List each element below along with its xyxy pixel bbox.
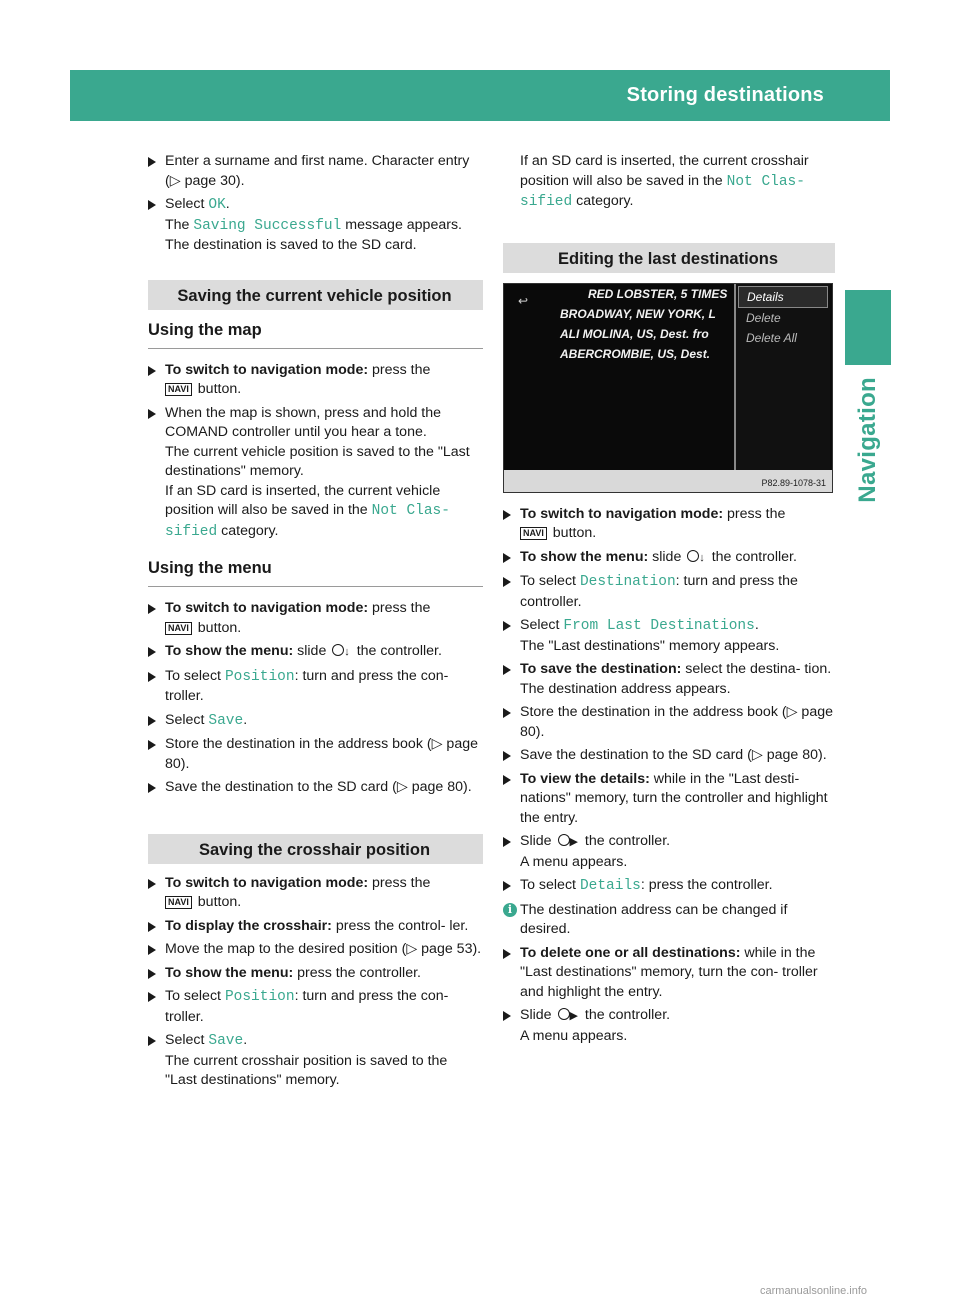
- navi-button-icon: NAVI: [165, 896, 192, 909]
- page-number: 81: [920, 84, 943, 106]
- step-r-delete: To delete one or all destinations: while in the "Last destinations" memory, turn the con- troller and highlight the entry.: [503, 944, 835, 1003]
- step-cross-select-save: Select Save. The current crosshair position is saved to the "Last destinations" memory.: [148, 1031, 483, 1091]
- step-arrow-icon: [503, 949, 511, 959]
- list-item: RED LOBSTER, 5 TIMES: [588, 286, 728, 301]
- navi-button-icon: NAVI: [165, 383, 192, 396]
- from-last-destinations-option: From Last Destinations: [563, 618, 755, 634]
- info-note: i The destination address can be changed if desired.: [503, 901, 835, 940]
- slide-right-icon: ▶: [569, 1010, 578, 1022]
- destination-list: [556, 284, 728, 470]
- step-r-select-details: To select Details: press the controller.: [503, 876, 835, 897]
- step-map-hold: When the map is shown, press and hold the COMAND controller until you hear a tone. The current vehicle position is saved to the "Last destinations" memory. If an SD card is inserted, the current vehicle position will also be saved in the Not Clas‐ sified category.: [148, 404, 483, 543]
- step-arrow-icon: [503, 751, 511, 761]
- subtitle-using-map: Using the map: [148, 320, 483, 349]
- chapter-tab: [848, 375, 888, 615]
- left-column: [148, 152, 483, 1095]
- menu-item-details: Details: [738, 286, 828, 308]
- menu-item-delete: Delete: [746, 310, 781, 325]
- step-r-view-details: To view the details: while in the "Last desti- nations" memory, turn the controller and highlight the entry.: [503, 770, 835, 829]
- header-bar: [70, 70, 943, 121]
- not-classified-category: Not Clas‐ sified: [165, 503, 450, 540]
- section-title-crosshair: Saving the crosshair position: [148, 834, 483, 864]
- list-item: ABERCROMBIE, US, Dest.: [560, 346, 711, 361]
- step-arrow-icon: [148, 945, 156, 955]
- step-cross-show-menu: To show the menu: press the controller.: [148, 964, 483, 984]
- step-arrow-icon: [148, 366, 156, 376]
- controller-icon: [558, 1008, 570, 1020]
- step-r-store: Store the destination in the address book (▷ page 80).: [503, 703, 835, 742]
- step-r-select-destination: To select Destination: turn and press the controller.: [503, 572, 835, 612]
- context-menu: [734, 284, 830, 470]
- step-cross-select-position: To select Position: turn and press the con- troller.: [148, 987, 483, 1027]
- step-enter-name: Enter a surname and first name. Character entry (▷ page 30).: [148, 152, 483, 191]
- save-option: Save: [208, 1033, 244, 1049]
- figure-code: P82.89-1078-31: [761, 477, 826, 488]
- saving-successful-msg: Saving Successful: [193, 217, 342, 234]
- screenshot-footer: [504, 470, 832, 492]
- step-menu-store: Store the destination in the address book (▷ page 80).: [148, 735, 483, 774]
- step-map-nav-mode: To switch to navigation mode: press the NAVI button.: [148, 361, 483, 400]
- step-arrow-icon: [148, 783, 156, 793]
- step-arrow-icon: [503, 1011, 511, 1021]
- step-arrow-icon: [148, 647, 156, 657]
- step-arrow-icon: [148, 969, 156, 979]
- step-arrow-icon: [148, 604, 156, 614]
- step-arrow-icon: [148, 922, 156, 932]
- step-menu-show: To show the menu: slide ↓ the controller.: [148, 642, 483, 663]
- not-classified-category: Not Clas‐ sified: [520, 173, 805, 210]
- step-arrow-icon: [148, 740, 156, 750]
- section-title-edit-last: Editing the last destinations: [503, 243, 835, 273]
- step-arrow-icon: [503, 837, 511, 847]
- step-r-from-last: Select From Last Destinations. The "Last destinations" memory appears.: [503, 616, 835, 656]
- slide-down-icon: ↓: [699, 551, 705, 564]
- chapter-label: Navigation: [854, 377, 881, 503]
- step-menu-select-save: Select Save.: [148, 711, 483, 732]
- navi-button-icon: NAVI: [165, 622, 192, 635]
- info-icon: i: [503, 903, 517, 917]
- display-screenshot: [503, 283, 833, 493]
- step-arrow-icon: [503, 665, 511, 675]
- step-arrow-icon: [148, 1036, 156, 1046]
- step-arrow-icon: [503, 775, 511, 785]
- step-r-show-menu: To show the menu: slide ↓ the controller.: [503, 548, 835, 569]
- chapter-tab-marker: [845, 290, 891, 365]
- subtitle-using-menu: Using the menu: [148, 558, 483, 587]
- controller-icon: [332, 644, 344, 656]
- step-arrow-icon: [148, 157, 156, 167]
- controller-icon: [687, 550, 699, 562]
- step-r-save-destination: To save the destination: select the destina- tion. The destination address appears.: [503, 660, 835, 699]
- position-option: Position: [224, 989, 295, 1005]
- list-item: ALI MOLINA, US, Dest. fro: [560, 326, 709, 341]
- slide-right-icon: ▶: [569, 836, 578, 848]
- list-item: BROADWAY, NEW YORK, L: [560, 306, 716, 321]
- slide-down-icon: ↓: [344, 646, 350, 658]
- step-r-sd: Save the destination to the SD card (▷ page 80).: [503, 746, 835, 766]
- step-menu-sd: Save the destination to the SD card (▷ page 80).: [148, 778, 483, 798]
- step-arrow-icon: [148, 716, 156, 726]
- position-option: Position: [224, 668, 295, 685]
- details-option: Details: [579, 878, 641, 894]
- footer-watermark[interactable]: carmanualsonline.info: [760, 1285, 868, 1297]
- step-arrow-icon: [503, 708, 511, 718]
- step-arrow-icon: [503, 577, 511, 587]
- step-cross-nav-mode: To switch to navigation mode: press the NAVI button.: [148, 874, 483, 913]
- step-menu-select-position: To select Position: turn and press the con- troller.: [148, 667, 483, 707]
- menu-item-delete-all: Delete All: [746, 330, 797, 345]
- step-arrow-icon: [503, 621, 511, 631]
- controller-icon: [558, 834, 570, 846]
- step-arrow-icon: [148, 992, 156, 1002]
- save-option: Save: [208, 712, 244, 729]
- step-menu-nav-mode: To switch to navigation mode: press the NAVI button.: [148, 599, 483, 638]
- step-r-nav-mode: To switch to navigation mode: press the NAVI button.: [503, 505, 835, 544]
- step-r-slide: Slide ▶ the controller. A menu appears.: [503, 832, 835, 872]
- back-arrow-icon: ↩: [518, 293, 529, 308]
- section-title-current-position: Saving the current vehicle position: [148, 280, 483, 310]
- crosshair-sd-note: If an SD card is inserted, the current crosshair position will also be saved in the Not Clas‐ sified category.: [520, 153, 809, 210]
- step-arrow-icon: [148, 672, 156, 682]
- page-title: Storing destinations: [626, 84, 824, 106]
- step-cross-display: To display the crosshair: press the control- ler.: [148, 917, 483, 937]
- step-arrow-icon: [503, 510, 511, 520]
- right-column: [503, 152, 835, 1050]
- step-arrow-icon: [503, 881, 511, 891]
- step-arrow-icon: [148, 409, 156, 419]
- step-arrow-icon: [148, 879, 156, 889]
- step-cross-move: Move the map to the desired position (▷ page 53).: [148, 940, 483, 960]
- step-r-slide-2: Slide ▶ the controller. A menu appears.: [503, 1006, 835, 1046]
- ok-option: OK: [208, 197, 226, 213]
- step-arrow-icon: [148, 200, 156, 210]
- destination-option: Destination: [579, 574, 676, 590]
- navi-button-icon: NAVI: [520, 527, 547, 540]
- step-select-ok: Select OK. The Saving Successful message appears. The destination is saved to the SD card.: [148, 195, 483, 256]
- step-arrow-icon: [503, 553, 511, 563]
